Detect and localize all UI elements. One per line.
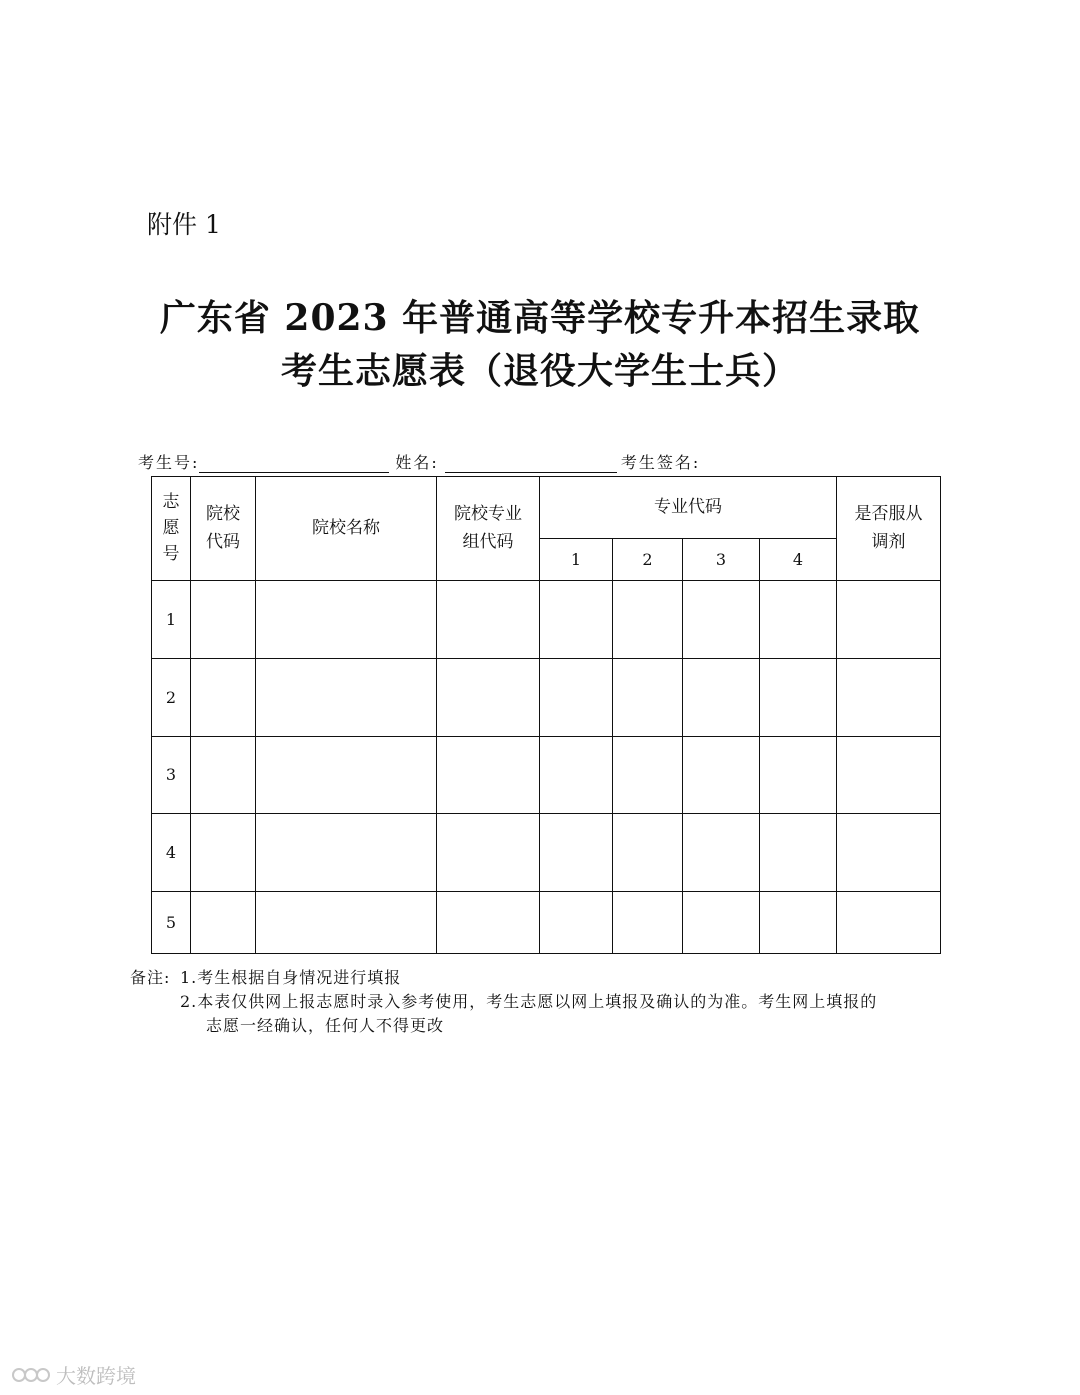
cell-group-code[interactable] bbox=[437, 737, 540, 814]
attachment-label: 附件 1 bbox=[147, 210, 221, 239]
cell-adjust[interactable] bbox=[837, 737, 941, 814]
cell-adjust[interactable] bbox=[837, 892, 941, 954]
row-number: 3 bbox=[152, 737, 191, 814]
cell-major-3[interactable] bbox=[683, 814, 760, 892]
exam-no-label: 考生号: bbox=[138, 453, 200, 472]
cell-major-3[interactable] bbox=[683, 737, 760, 814]
cell-major-2[interactable] bbox=[613, 892, 683, 954]
cell-school-name[interactable] bbox=[256, 737, 437, 814]
cell-major-1[interactable] bbox=[540, 737, 613, 814]
watermark bbox=[12, 1360, 136, 1389]
cell-major-1[interactable] bbox=[540, 814, 613, 892]
cell-major-2[interactable] bbox=[613, 659, 683, 737]
cell-school-name[interactable] bbox=[256, 581, 437, 659]
cell-school-code[interactable] bbox=[191, 892, 256, 954]
name-field[interactable] bbox=[445, 454, 617, 473]
table-row bbox=[152, 581, 941, 659]
table-row bbox=[152, 814, 941, 892]
table-row bbox=[152, 892, 941, 954]
table-row bbox=[152, 659, 941, 737]
cell-adjust[interactable] bbox=[837, 659, 941, 737]
cell-school-name[interactable] bbox=[256, 659, 437, 737]
header-major-2: 2 bbox=[613, 539, 683, 581]
watermark-logo-icon bbox=[12, 1364, 50, 1386]
form-title-line1: 广东省 2023 年普通高等学校专升本招生录取 bbox=[159, 297, 921, 339]
candidate-info-line bbox=[138, 450, 700, 473]
header-choice-no: 志愿号 bbox=[152, 477, 191, 581]
cell-group-code[interactable] bbox=[437, 814, 540, 892]
row-number: 4 bbox=[152, 814, 191, 892]
cell-group-code[interactable] bbox=[437, 659, 540, 737]
cell-major-1[interactable] bbox=[540, 892, 613, 954]
header-major-4: 4 bbox=[760, 539, 837, 581]
watermark-text: 大数跨境 bbox=[56, 1364, 136, 1388]
note-item-2-line1: 2.本表仅供网上报志愿时录入参考使用，考生志愿以网上填报及确认的为准。考生网上填报的 bbox=[180, 992, 878, 1011]
cell-group-code[interactable] bbox=[437, 581, 540, 659]
cell-major-4[interactable] bbox=[760, 814, 837, 892]
row-number: 5 bbox=[152, 892, 191, 954]
header-school-code: 院校代码 bbox=[191, 477, 256, 581]
cell-school-name[interactable] bbox=[256, 892, 437, 954]
cell-major-4[interactable] bbox=[760, 659, 837, 737]
cell-major-4[interactable] bbox=[760, 581, 837, 659]
cell-major-3[interactable] bbox=[683, 659, 760, 737]
cell-major-3[interactable] bbox=[683, 581, 760, 659]
header-major-code: 专业代码 bbox=[540, 477, 837, 539]
cell-major-3[interactable] bbox=[683, 892, 760, 954]
cell-school-code[interactable] bbox=[191, 659, 256, 737]
cell-major-2[interactable] bbox=[613, 581, 683, 659]
cell-major-1[interactable] bbox=[540, 581, 613, 659]
cell-adjust[interactable] bbox=[837, 581, 941, 659]
row-number: 2 bbox=[152, 659, 191, 737]
form-title-line2: 考生志愿表（退役大学生士兵） bbox=[280, 350, 799, 392]
cell-school-code[interactable] bbox=[191, 737, 256, 814]
notes-label: 备注: bbox=[130, 968, 171, 987]
header-school-name: 院校名称 bbox=[256, 477, 437, 581]
exam-no-field[interactable] bbox=[199, 454, 389, 473]
note-item-2-line2: 志愿一经确认，任何人不得更改 bbox=[206, 1016, 445, 1035]
cell-major-1[interactable] bbox=[540, 659, 613, 737]
name-label: 姓名: bbox=[395, 453, 439, 472]
cell-major-2[interactable] bbox=[613, 737, 683, 814]
row-number: 1 bbox=[152, 581, 191, 659]
cell-school-name[interactable] bbox=[256, 814, 437, 892]
header-major-3: 3 bbox=[683, 539, 760, 581]
header-major-1: 1 bbox=[540, 539, 613, 581]
notes bbox=[130, 966, 877, 1038]
cell-school-code[interactable] bbox=[191, 581, 256, 659]
cell-major-2[interactable] bbox=[613, 814, 683, 892]
header-group-code: 院校专业组代码 bbox=[437, 477, 540, 581]
cell-adjust[interactable] bbox=[837, 814, 941, 892]
cell-group-code[interactable] bbox=[437, 892, 540, 954]
header-adjust: 是否服从调剂 bbox=[837, 477, 941, 581]
cell-school-code[interactable] bbox=[191, 814, 256, 892]
table-row bbox=[152, 737, 941, 814]
note-item-1: 1.考生根据自身情况进行填报 bbox=[180, 968, 402, 987]
cell-major-4[interactable] bbox=[760, 892, 837, 954]
choice-table bbox=[151, 476, 941, 954]
cell-major-4[interactable] bbox=[760, 737, 837, 814]
signature-label: 考生签名: bbox=[620, 453, 701, 472]
